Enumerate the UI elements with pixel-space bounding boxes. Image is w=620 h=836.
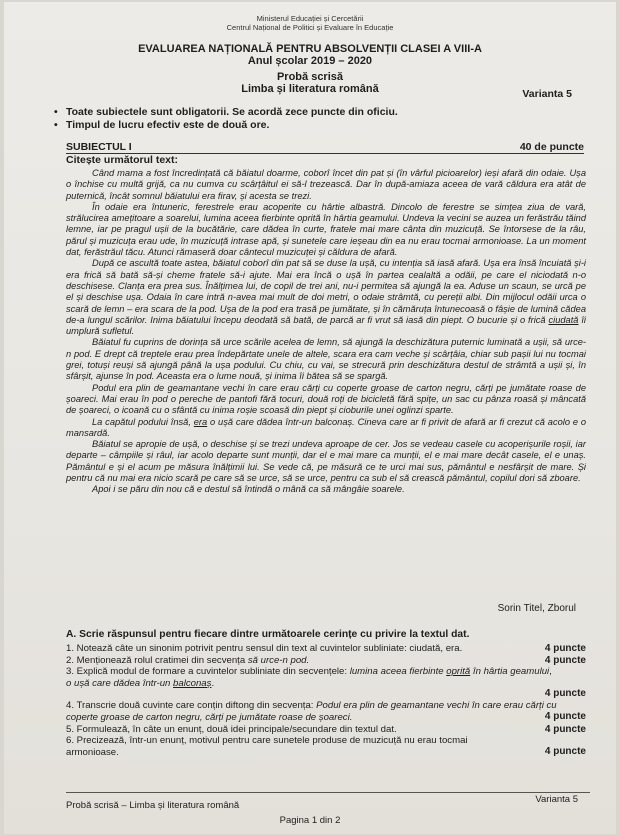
task-list (66, 643, 586, 758)
text-paragraph (66, 258, 586, 337)
rule-item: • Toate subiectele sunt obligatorii. Se acordă zece puncte din oficiu. (66, 106, 586, 119)
subject-name: Limba și literatura română (241, 83, 379, 95)
task-item (66, 643, 586, 655)
section-label: SUBIECTUL I (66, 141, 132, 153)
underlined-word: balconaș (173, 677, 212, 689)
literary-text (66, 168, 586, 496)
text-author: Sorin Titel, Zborul (497, 603, 576, 614)
task-quote: să urce-n pod. (247, 654, 310, 666)
task-text: 4. Transcrie două cuvinte care conțin diftong din secvența: (66, 700, 317, 712)
rules-list (66, 106, 586, 132)
section-points: 40 de puncte (519, 141, 584, 153)
text-paragraph: Podul era plin de geamantane vechi în care erau cărți cu coperte groase de carton negru, cărți pe jumătate roase de șoareci. Mai erau în pod o pereche de pantofi fără tocuri, două roți de bicicletă fără spițe, un sac cu pânza roasă și mâncată de șoareci, o icoană cu o sfântă cu inima roșie scoasă din piept și cioburile unei oglinzi sparte. (66, 382, 586, 416)
reading-instruction: Citește următorul text: (66, 154, 179, 166)
task-item (66, 655, 586, 667)
task-points: 4 puncte (544, 654, 586, 666)
variant-label: Varianta 5 (522, 88, 572, 100)
ministry-header (4, 14, 616, 32)
task-quote: în hârtia geamului (470, 666, 550, 678)
task-item (66, 735, 586, 758)
task-text: 3. Explică modul de formare a cuvintelor subliniate din secvențele: (66, 666, 350, 678)
task-item (66, 666, 586, 700)
text-paragraph: Băiatul se apropie de ușă, o deschise și se trezi undeva aproape de cer. Jos se vedeau casele cu acoperișurile roșii, iar departe – câmpiile și râul, iar acolo departe sunt munții, dar el e mai mare ca munții, el e mai mare decât casele, el e unaș. Pământul e și el acum pe măsura înălțimii lui. Se vede că, pe măsură ce te urci mai sus, pământul e nesfârșit de mare. Și pentru că nu mai era nicio scară pe care să se urce, să se urce, pentru ca sub el să crească pământul, copilul dori să zboare. (66, 439, 586, 484)
school-year: Anul școlar 2019 – 2020 (247, 55, 373, 67)
text-span: îi umplură sufletul. (66, 314, 586, 337)
text-span: o ușă care dădea într-un balconaș. Cineva care ar fi privit de afară ar fi crezut că acolo e o mansardă. (66, 416, 586, 438)
ministry-name: Ministerul Educației și Cercetării (256, 14, 364, 23)
task-points: 4 puncte (544, 643, 586, 654)
task-quote: lumina aceea fierbinte (349, 666, 447, 678)
section-heading (66, 141, 584, 154)
task-text: . (211, 677, 215, 689)
text-paragraph: În odaie era întuneric, ferestrele erau acoperite cu hârtie albastră. Dincolo de ferestre se simțea ziua de vară, strălucirea amețitoare a soarelui, lumina aceea fierbinte oprită în hârtia geamului. Undeva la vecini se auzea un ferăstrău tăind lemne, iar pe pragul ușii de la bucătărie, care dădea în curte, fratele mai mare cânta din muzicuță. Se întorsese de la râu, părul și muzicuța erau ude, în muzicuță intrase apă, și sunetele care ieșeau din ea nu erau tocmai armonioase. La un moment dat, ferăstrăul tăcu. Atunci rămaseră doar cântecul muzicuței și căldura de afară. (66, 201, 586, 258)
text-span: După ce ascultă toate astea, băiatul coborî din pat să se duse la ușă, cu intenția să iasă afară. Ușa era însă încuiată și-i era frică să bată să-și cheme fratele să-i ajute. Mai era încă o ușă în partea cealaltă a odăii, pe care el niciodată n-o deschisese. Clanța era prea sus. Înălțimea lui, de copil de trei ani, nu-i permitea să ajungă la ea. Aduse un scaun, se urcă pe el și deschise ușa. Odaia în care intră n-avea mai mult de doi metri, o odaie strâmtă, cu pereții albi. Din mijlocul odăii urca o scară de lemn – era scara de la pod. Ușa de la pod era trasă pe jumătate, și în cămăruța întunecoasă o fâșie de lumină cădea de-a lungul scărilor. Inima băiatului începu deodată să bată, de parcă ar fi vrut să iasă din piept. O bucurie și o frică (66, 258, 586, 325)
page-number: Pagina 1 din 2 (279, 815, 341, 826)
task-text: , (549, 666, 552, 678)
text-paragraph: Apoi i se păru din nou că e destul să întindă o mână ca să mângâie soarele. (92, 484, 405, 495)
task-item (66, 700, 586, 723)
text-paragraph: Băiatul fu cuprins de dorința să urce scările acelea de lemn, să ajungă la deschizătura puternic luminată a ușii, să urce-n pod. E drept că treptele erau prea îndepărtate unele de altele, scara era cam veche și scârțâia, chiar sub pașii lui nu tocmai grei, totuși reuși să ajungă până la ușa podului. Cu chiu, cu vai, se strecură prin deschizătura destul de strâmtă a ușii și, în sfârșit, ajunse în pod. Aceasta era o lume nouă, și inima îi bătea să se spargă. (66, 337, 586, 382)
footer-subject: Probă scrisă – Limba și literatura română (66, 800, 240, 811)
task-text: 6. Precizează, într-un enunț, motivul pentru care sunetele produse de muzicuță nu erau tocmai armonioase. (66, 735, 468, 758)
task-quote: Podul era plin de geamantane vechi în care erau cărți cu coperte groase de carton negru, cărți pe jumătate roase de șoareci. (66, 700, 557, 723)
task-quote: o ușă care dădea într-un (66, 677, 174, 689)
task-text: 2. Menționează rolul cratimei din secvența (66, 654, 248, 666)
text-span: La capătul podului însă, (92, 416, 194, 427)
text-paragraph: Când mama a fost încredințată că băiatul doarme, coborî încet din pat și (în vârful picioarelor) ieși afară din odaie. Ușa o închise cu multă grijă, ca nu cumva cu scârțâitul ei să-l trezească. Dar în după-amiaza aceea de vară căldura era atât de puternică, încât somnul băiatului era firav, și acesta se trezi. (66, 168, 586, 201)
task-text: 1. Notează câte un sinonim potrivit pentru sensul din text al cuvintelor subliniate: ciudată, era. (66, 643, 463, 654)
section-a-title: A. Scrie răspunsul pentru fiecare dintre următoarele cerințe cu privire la textul dat. (66, 629, 470, 640)
test-type: Probă scrisă (276, 71, 344, 83)
task-text: 5. Formulează, în câte un enunț, două idei principale/secundare din textul dat. (66, 723, 397, 735)
exam-page (4, 2, 616, 834)
task-points: 4 puncte (544, 746, 586, 758)
text-paragraph (66, 417, 586, 440)
center-name: Centrul Național de Politici și Evaluare în Educație (226, 23, 394, 32)
underlined-word: ciudată (548, 314, 579, 325)
underlined-word: oprită (446, 666, 471, 678)
underlined-word: era (193, 416, 208, 427)
rule-item: • Timpul de lucru efectiv este de două ore. (66, 119, 586, 132)
task-points: 4 puncte (544, 723, 586, 735)
exam-title: EVALUAREA NAȚIONALĂ PENTRU ABSOLVENȚII CLASEI A VIII-A (138, 43, 482, 55)
footer-variant: Varianta 5 (535, 794, 578, 805)
footer-divider (66, 792, 590, 793)
task-item (66, 724, 586, 736)
task-points: 4 puncte (544, 711, 586, 723)
task-points: 4 puncte (544, 688, 586, 700)
